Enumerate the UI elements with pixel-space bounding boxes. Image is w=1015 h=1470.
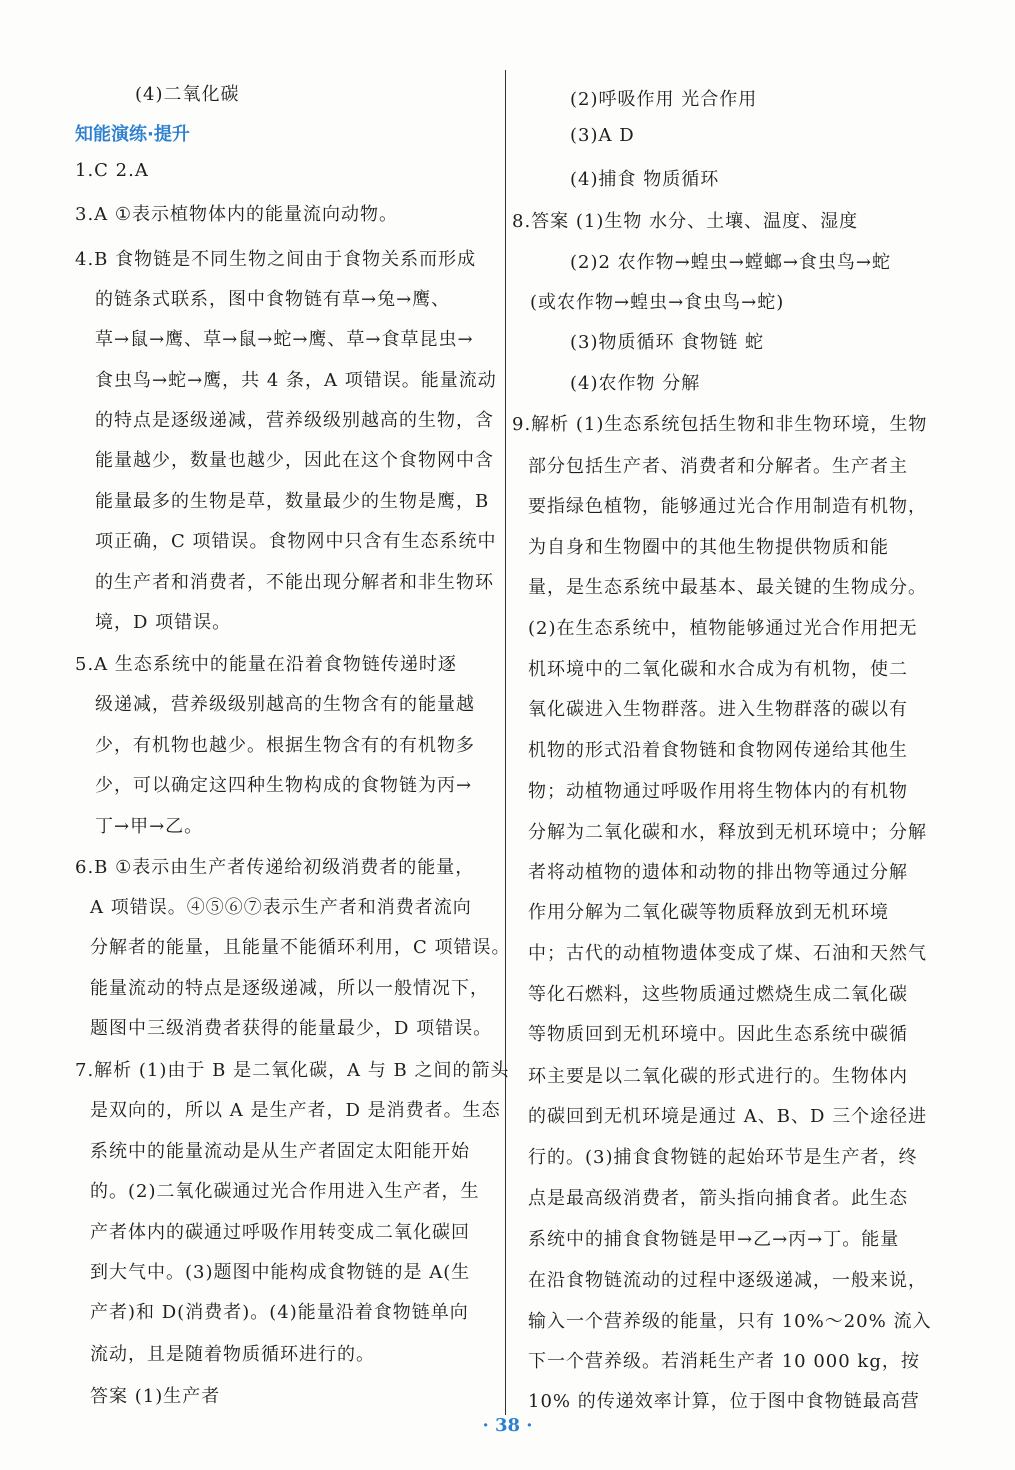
left-text-line: 1.C 2.A	[75, 160, 149, 181]
left-text-line: A 项错误。④⑤⑥⑦表示生产者和消费者流向	[90, 897, 472, 918]
right-text-line: (2)呼吸作用 光合作用	[570, 89, 758, 110]
right-text-line: 在沿食物链流动的过程中逐级递减，一般来说，	[528, 1270, 927, 1291]
left-text-line: 流动，且是随着物质循环进行的。	[90, 1344, 375, 1365]
right-text-line: 者将动植物的遗体和动物的排出物等通过分解	[528, 862, 908, 883]
right-text-line: 机环境中的二氧化碳和水合成为有机物，使二	[528, 659, 908, 680]
right-text-line: (3)物质循环 食物链 蛇	[570, 332, 764, 353]
right-text-line: 的碳回到无机环境是通过 A、B、D 三个途径进	[528, 1106, 928, 1127]
left-text-line: 分解者的能量，且能量不能循环利用，C 项错误。	[90, 937, 511, 958]
page-number: · 38 ·	[482, 1415, 533, 1436]
left-text-line: 答案 (1)生产者	[90, 1386, 221, 1407]
right-text-line: (4)捕食 物质循环	[570, 169, 720, 190]
right-text-line: 机物的形式沿着食物链和食物网传递给其他生	[528, 740, 908, 761]
right-text-line: (2)2 农作物→蝗虫→螳螂→食虫鸟→蛇	[570, 252, 891, 273]
left-text-line: 能量越少，数量也越少，因此在这个食物网中含	[95, 450, 494, 471]
left-text-line: 少，可以确定这四种生物构成的食物链为丙→	[95, 775, 473, 796]
left-text-line: 的。(2)二氧化碳通过光合作用进入生产者，生	[90, 1181, 480, 1202]
left-text-line: 的链条式联系，图中食物链有草→兔→鹰、	[95, 289, 451, 310]
right-text-line: 系统中的捕食食物链是甲→乙→丙→丁。能量	[528, 1229, 900, 1250]
left-text-line: 5.A 生态系统中的能量在沿着食物链传递时逐	[75, 654, 457, 675]
left-text-line: 境，D 项错误。	[95, 612, 232, 633]
right-text-line: 作用分解为二氧化碳等物质释放到无机环境	[528, 902, 889, 923]
right-text-line: 10% 的传递效率计算，位于图中食物链最高营	[528, 1391, 920, 1412]
right-text-line: 环主要是以二氧化碳的形式进行的。生物体内	[528, 1066, 908, 1087]
left-text-line: 产者)和 D(消费者)。(4)能量沿着食物链单向	[90, 1302, 469, 1323]
left-text-line: 少，有机物也越少。根据生物含有的有机物多	[95, 735, 475, 756]
column-divider	[505, 70, 506, 1415]
right-text-line: (或农作物→蝗虫→食虫鸟→蛇)	[530, 292, 785, 313]
left-text-line: 级递减，营养级级别越高的生物含有的能量越	[95, 694, 475, 715]
right-text-line: 部分包括生产者、消费者和分解者。生产者主	[528, 456, 908, 477]
section-title: 知能演练·提升	[75, 124, 190, 145]
left-text-line: 4.B 食物链是不同生物之间由于食物关系而形成	[75, 249, 477, 270]
right-text-line: 行的。(3)捕食食物链的起始环节是生产者，终	[528, 1147, 918, 1168]
left-text-line: 丁→甲→乙。	[95, 816, 204, 837]
right-text-line: 分解为二氧化碳和水，释放到无机环境中；分解	[528, 822, 927, 843]
left-text-line: (4)二氧化碳	[135, 84, 240, 105]
left-text-line: 的特点是逐级递减，营养级级别越高的生物，含	[95, 410, 494, 431]
right-text-line: 点是最高级消费者，箭头指向捕食者。此生态	[528, 1188, 908, 1209]
left-text-line: 3.A ①表示植物体内的能量流向动物。	[75, 204, 399, 225]
right-text-line: 氧化碳进入生物群落。进入生物群落的碳以有	[528, 699, 908, 720]
right-text-line: 物；动植物通过呼吸作用将生物体内的有机物	[528, 781, 908, 802]
left-text-line: 能量流动的特点是逐级递减，所以一般情况下，	[90, 978, 489, 999]
right-text-line: 量，是生态系统中最基本、最关键的生物成分。	[528, 577, 927, 598]
right-text-line: 为自身和生物圈中的其他生物提供物质和能	[528, 537, 889, 558]
right-text-line: 要指绿色植物，能够通过光合作用制造有机物，	[528, 496, 927, 517]
right-text-line: (3)A D	[570, 125, 635, 146]
left-text-line: 是双向的，所以 A 是生产者，D 是消费者。生态	[90, 1100, 501, 1121]
left-text-line: 7.解析 (1)由于 B 是二氧化碳，A 与 B 之间的箭头	[75, 1060, 510, 1081]
right-text-line: 9.解析 (1)生态系统包括生物和非生物环境，生物	[512, 414, 928, 435]
right-text-line: 等化石燃料，这些物质通过燃烧生成二氧化碳	[528, 984, 908, 1005]
right-text-line: 等物质回到无机环境中。因此生态系统中碳循	[528, 1024, 908, 1045]
left-text-line: 的生产者和消费者，不能出现分解者和非生物环	[95, 572, 494, 593]
left-text-line: 项正确，C 项错误。食物网中只含有生态系统中	[95, 531, 497, 552]
right-text-line: 8.答案 (1)生物 水分、土壤、温度、湿度	[512, 211, 859, 232]
left-text-line: 6.B ①表示由生产者传递给初级消费者的能量，	[75, 857, 475, 878]
left-text-line: 草→鼠→鹰、草→鼠→蛇→鹰、草→食草昆虫→	[95, 329, 474, 350]
left-text-line: 能量最多的生物是草，数量最少的生物是鹰，B	[95, 491, 490, 512]
left-text-line: 到大气中。(3)题图中能构成食物链的是 A(生	[90, 1262, 471, 1283]
right-text-line: 中；古代的动植物遗体变成了煤、石油和天然气	[528, 943, 927, 964]
left-text-line: 食虫鸟→蛇→鹰，共 4 条，A 项错误。能量流动	[95, 370, 497, 391]
right-text-line: 下一个营养级。若消耗生产者 10 000 kg，按	[528, 1351, 920, 1372]
left-text-line: 系统中的能量流动是从生产者固定太阳能开始	[90, 1141, 470, 1162]
right-text-line: 输入一个营养级的能量，只有 10%～20% 流入	[528, 1311, 932, 1332]
right-text-line: (2)在生态系统中，植物能够通过光合作用把无	[528, 618, 918, 639]
right-text-line: (4)农作物 分解	[570, 373, 701, 394]
left-text-line: 题图中三级消费者获得的能量最少，D 项错误。	[90, 1018, 493, 1039]
left-text-line: 产者体内的碳通过呼吸作用转变成二氧化碳回	[90, 1222, 470, 1243]
